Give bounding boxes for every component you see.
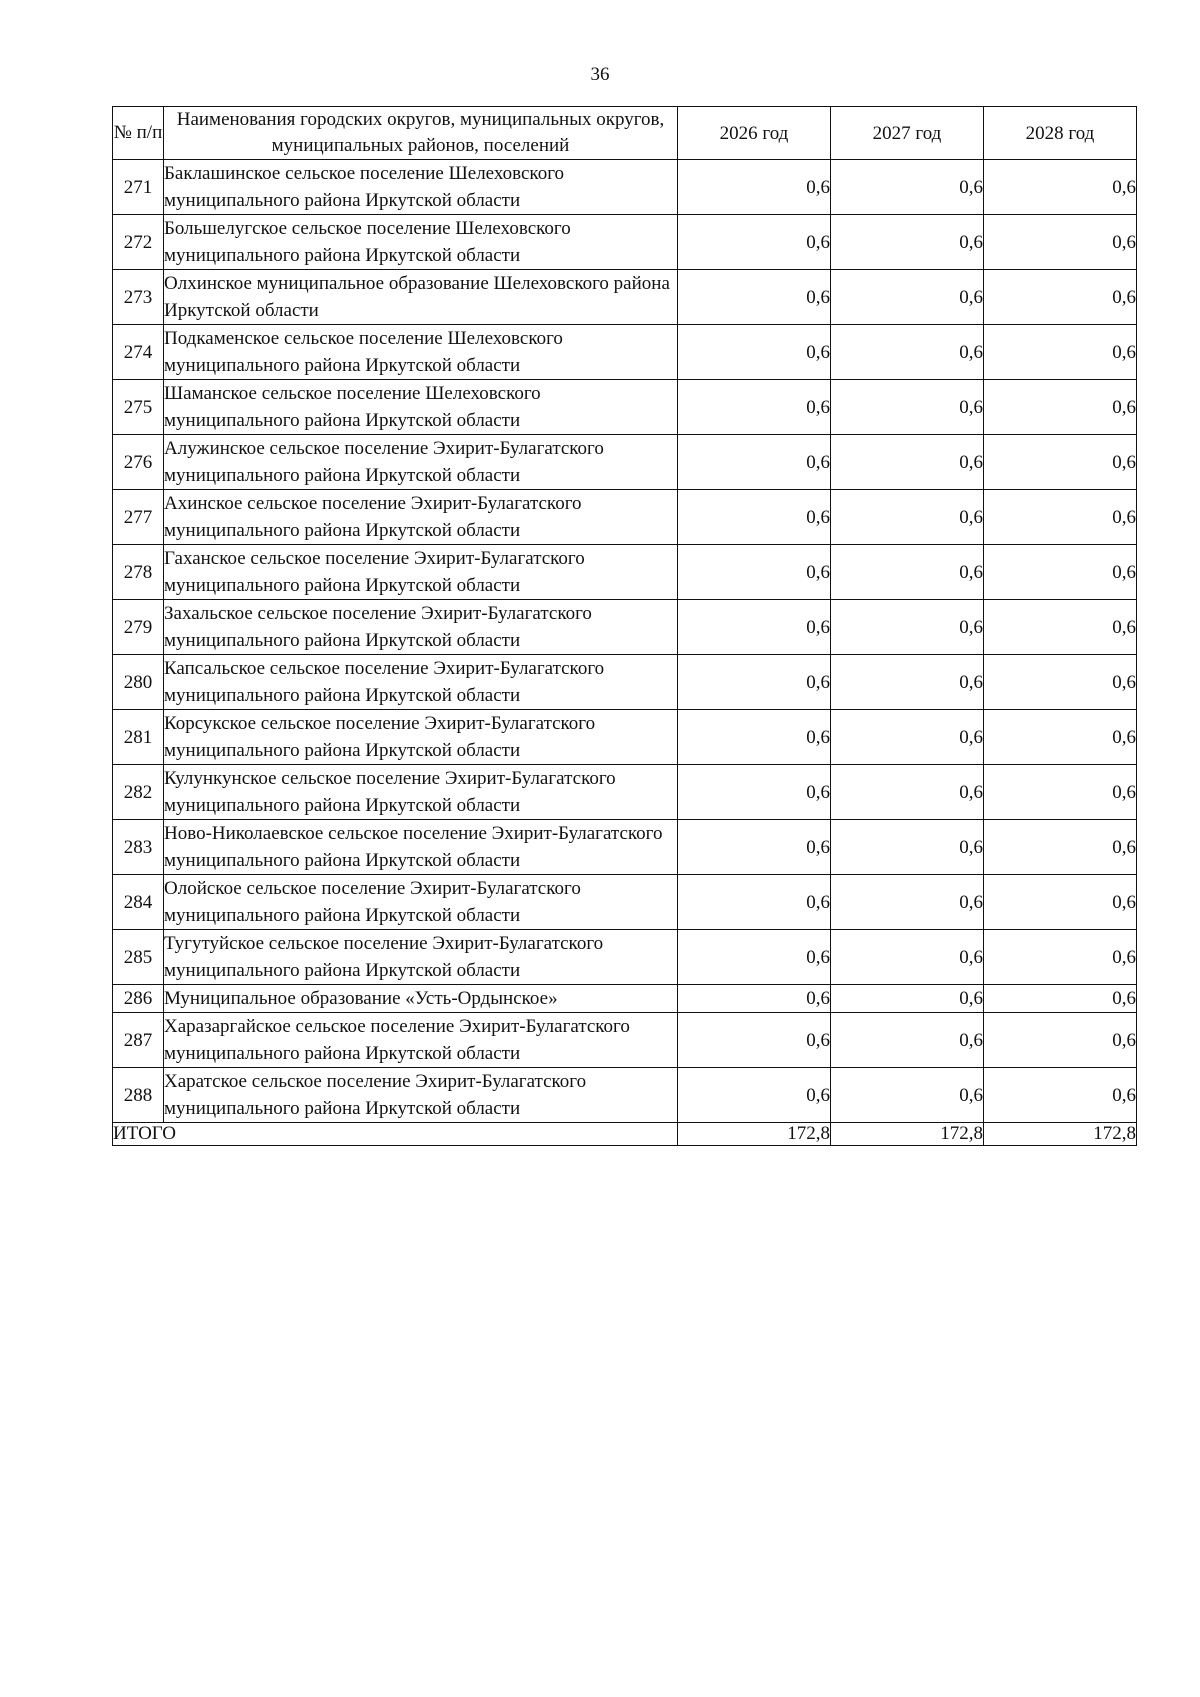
row-name: Харатское сельское поселение Эхирит-Булагатского муниципального района Иркутской области — [164, 1068, 678, 1123]
row-value-2028: 0,6 — [984, 985, 1137, 1013]
row-value-2028: 0,6 — [984, 710, 1137, 765]
header-year-2027: 2027 год — [831, 107, 984, 160]
header-num: № п/п — [113, 107, 164, 160]
row-value-2027: 0,6 — [831, 545, 984, 600]
row-number: 273 — [113, 270, 164, 325]
row-name: Харазаргайское сельское поселение Эхирит-Булагатского муниципального района Иркутской области — [164, 1013, 678, 1068]
table-row — [113, 600, 1137, 655]
row-value-2028: 0,6 — [984, 1068, 1137, 1123]
row-name: Алужинское сельское поселение Эхирит-Булагатского муниципального района Иркутской области — [164, 435, 678, 490]
page-number: 36 — [590, 64, 610, 85]
row-name: Подкаменское сельское поселение Шелеховского муниципального района Иркутской области — [164, 325, 678, 380]
row-value-2026: 0,6 — [678, 875, 831, 930]
row-value-2026: 0,6 — [678, 380, 831, 435]
row-number: 272 — [113, 215, 164, 270]
table-row — [113, 820, 1137, 875]
row-value-2026: 0,6 — [678, 600, 831, 655]
row-number: 280 — [113, 655, 164, 710]
row-number: 282 — [113, 765, 164, 820]
row-number: 283 — [113, 820, 164, 875]
table-row — [113, 545, 1137, 600]
total-row — [113, 1123, 1137, 1146]
row-number: 285 — [113, 930, 164, 985]
row-value-2028: 0,6 — [984, 325, 1137, 380]
table-row — [113, 710, 1137, 765]
row-value-2028: 0,6 — [984, 655, 1137, 710]
row-name: Олхинское муниципальное образование Шелеховского района Иркутской области — [164, 270, 678, 325]
table-row — [113, 380, 1137, 435]
row-value-2028: 0,6 — [984, 380, 1137, 435]
header-name: Наименования городских округов, муниципальных округов, муниципальных районов, поселений — [164, 107, 678, 160]
row-number: 286 — [113, 985, 164, 1013]
row-number: 275 — [113, 380, 164, 435]
row-value-2027: 0,6 — [831, 325, 984, 380]
row-value-2028: 0,6 — [984, 930, 1137, 985]
row-number: 284 — [113, 875, 164, 930]
table-row — [113, 215, 1137, 270]
row-value-2026: 0,6 — [678, 1013, 831, 1068]
row-name: Захальское сельское поселение Эхирит-Булагатского муниципального района Иркутской области — [164, 600, 678, 655]
table-row — [113, 160, 1137, 215]
row-value-2027: 0,6 — [831, 380, 984, 435]
row-value-2026: 0,6 — [678, 710, 831, 765]
row-number: 288 — [113, 1068, 164, 1123]
row-name: Баклашинское сельское поселение Шелеховского муниципального района Иркутской области — [164, 160, 678, 215]
table-row — [113, 985, 1137, 1013]
row-name: Тугутуйское сельское поселение Эхирит-Булагатского муниципального района Иркутской области — [164, 930, 678, 985]
row-value-2027: 0,6 — [831, 875, 984, 930]
row-value-2026: 0,6 — [678, 985, 831, 1013]
allocation-table — [112, 106, 1137, 1146]
row-value-2027: 0,6 — [831, 765, 984, 820]
row-value-2026: 0,6 — [678, 325, 831, 380]
row-value-2027: 0,6 — [831, 490, 984, 545]
row-value-2028: 0,6 — [984, 270, 1137, 325]
row-value-2027: 0,6 — [831, 435, 984, 490]
row-value-2026: 0,6 — [678, 820, 831, 875]
total-label: ИТОГО — [113, 1123, 678, 1146]
row-value-2028: 0,6 — [984, 215, 1137, 270]
row-name: Кулункунское сельское поселение Эхирит-Булагатского муниципального района Иркутской области — [164, 765, 678, 820]
row-value-2027: 0,6 — [831, 985, 984, 1013]
header-year-2028: 2028 год — [984, 107, 1137, 160]
row-value-2026: 0,6 — [678, 160, 831, 215]
row-name: Ново-Николаевское сельское поселение Эхирит-Булагатского муниципального района Иркутской области — [164, 820, 678, 875]
row-value-2026: 0,6 — [678, 435, 831, 490]
row-name: Гаханское сельское поселение Эхирит-Булагатского муниципального района Иркутской области — [164, 545, 678, 600]
table-body — [113, 160, 1137, 1146]
row-value-2027: 0,6 — [831, 1013, 984, 1068]
row-name: Капсальское сельское поселение Эхирит-Булагатского муниципального района Иркутской области — [164, 655, 678, 710]
row-value-2027: 0,6 — [831, 930, 984, 985]
table-row — [113, 435, 1137, 490]
row-value-2028: 0,6 — [984, 875, 1137, 930]
table-row — [113, 765, 1137, 820]
table-row — [113, 1013, 1137, 1068]
row-value-2026: 0,6 — [678, 930, 831, 985]
row-value-2027: 0,6 — [831, 215, 984, 270]
row-value-2027: 0,6 — [831, 710, 984, 765]
row-value-2028: 0,6 — [984, 600, 1137, 655]
table-row — [113, 270, 1137, 325]
row-value-2028: 0,6 — [984, 765, 1137, 820]
row-value-2027: 0,6 — [831, 160, 984, 215]
row-value-2026: 0,6 — [678, 655, 831, 710]
row-value-2027: 0,6 — [831, 820, 984, 875]
row-name: Олойское сельское поселение Эхирит-Булагатского муниципального района Иркутской области — [164, 875, 678, 930]
table-row — [113, 325, 1137, 380]
row-number: 276 — [113, 435, 164, 490]
row-value-2026: 0,6 — [678, 270, 831, 325]
row-value-2027: 0,6 — [831, 270, 984, 325]
table-row — [113, 655, 1137, 710]
row-name: Ахинское сельское поселение Эхирит-Булагатского муниципального района Иркутской области — [164, 490, 678, 545]
total-2027: 172,8 — [831, 1123, 984, 1146]
row-number: 271 — [113, 160, 164, 215]
total-2026: 172,8 — [678, 1123, 831, 1146]
table-row — [113, 875, 1137, 930]
row-value-2028: 0,6 — [984, 820, 1137, 875]
row-number: 281 — [113, 710, 164, 765]
row-value-2026: 0,6 — [678, 215, 831, 270]
row-value-2028: 0,6 — [984, 1013, 1137, 1068]
row-value-2027: 0,6 — [831, 655, 984, 710]
row-number: 278 — [113, 545, 164, 600]
row-value-2027: 0,6 — [831, 600, 984, 655]
row-value-2026: 0,6 — [678, 765, 831, 820]
table-row — [113, 930, 1137, 985]
row-value-2028: 0,6 — [984, 490, 1137, 545]
row-number: 274 — [113, 325, 164, 380]
table-header-row — [113, 107, 1137, 160]
row-value-2026: 0,6 — [678, 545, 831, 600]
table-row — [113, 1068, 1137, 1123]
total-2028: 172,8 — [984, 1123, 1137, 1146]
row-value-2028: 0,6 — [984, 545, 1137, 600]
row-name: Корсукское сельское поселение Эхирит-Булагатского муниципального района Иркутской области — [164, 710, 678, 765]
row-number: 279 — [113, 600, 164, 655]
row-value-2028: 0,6 — [984, 160, 1137, 215]
row-value-2027: 0,6 — [831, 1068, 984, 1123]
table-row — [113, 490, 1137, 545]
row-value-2028: 0,6 — [984, 435, 1137, 490]
row-name: Муниципальное образование «Усть-Ордынское» — [164, 985, 678, 1013]
row-value-2026: 0,6 — [678, 490, 831, 545]
row-name: Большелугское сельское поселение Шелеховского муниципального района Иркутской области — [164, 215, 678, 270]
row-number: 277 — [113, 490, 164, 545]
row-value-2026: 0,6 — [678, 1068, 831, 1123]
header-year-2026: 2026 год — [678, 107, 831, 160]
row-number: 287 — [113, 1013, 164, 1068]
row-name: Шаманское сельское поселение Шелеховского муниципального района Иркутской области — [164, 380, 678, 435]
